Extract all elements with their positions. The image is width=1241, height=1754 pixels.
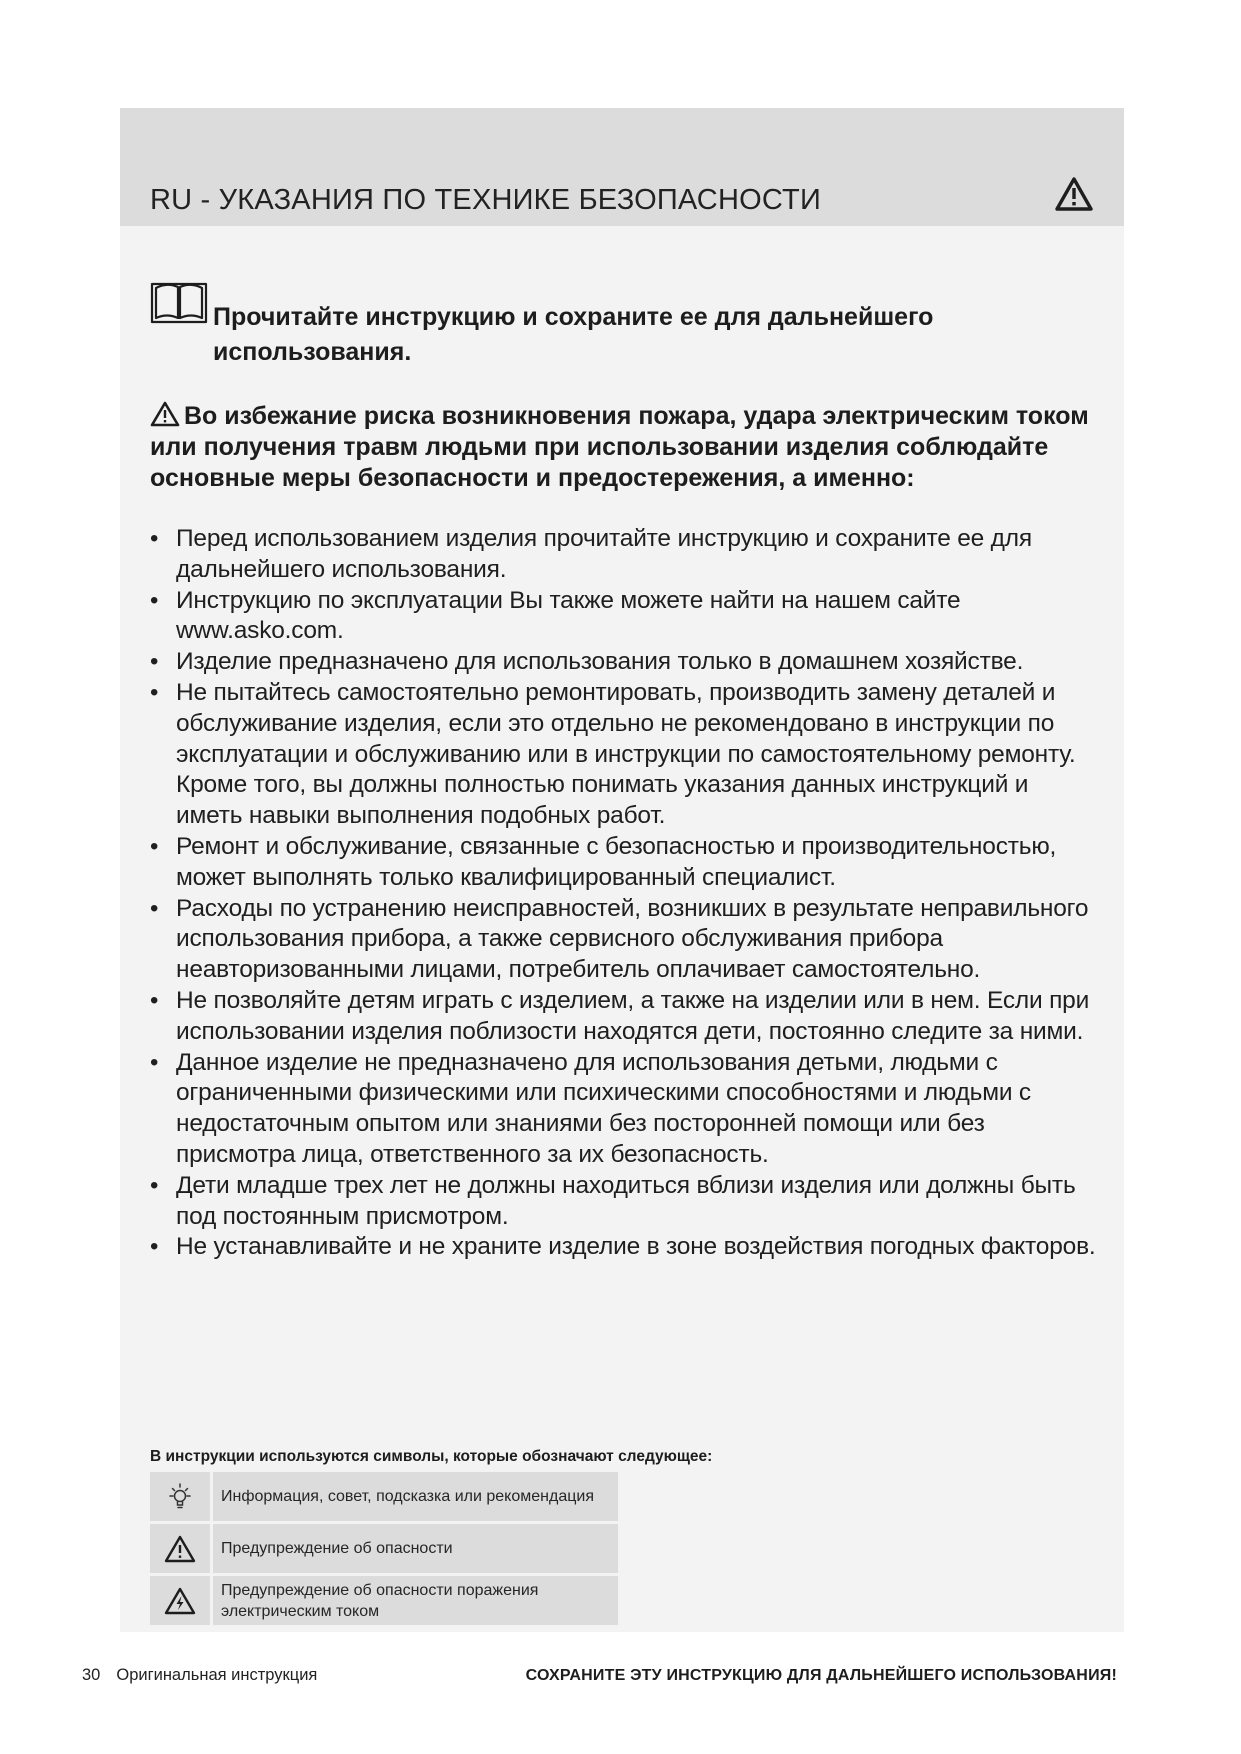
list-item: • Перед использованием изделия прочитайте инструкцию и сохраните ее для дальнейшего использования. <box>150 524 1100 586</box>
list-item: • Расходы по устранению неисправностей, возникших в результате неправильного использования прибора, а также сервисного обслуживания прибора неавторизованными лицами, потребитель оплачивает самостоятельно. <box>150 894 1100 986</box>
list-item: • Изделие предназначено для использования только в домашнем хозяйстве. <box>150 647 1100 678</box>
symbol-description: Предупреждение об опасности <box>213 1524 618 1573</box>
list-item: • Ремонт и обслуживание, связанные с безопасностью и производительностью, может выполнять только квалифицированный специалист. <box>150 832 1100 894</box>
page-number: 30 <box>82 1666 101 1684</box>
list-item: • Не пытайтесь самостоятельно ремонтировать, производить замену деталей и обслуживание изделия, если это отдельно не рекомендовано в инструкции по эксплуатации и обслуживанию или в инструкции по самостоятельному ремонту. Кроме того, вы должны полностью понимать указания данных инструкций и иметь навыки выполнения подобных работ. <box>150 678 1100 832</box>
page-title: RU - УКАЗАНИЯ ПО ТЕХНИКЕ БЕЗОПАСНОСТИ <box>150 184 821 216</box>
warning-triangle-icon <box>150 401 180 427</box>
list-item: • Инструкцию по эксплуатации Вы также можете найти на нашем сайте www.asko.com. <box>150 586 1100 648</box>
table-row <box>150 1472 618 1521</box>
footer-left-text: Оригинальная инструкция <box>116 1666 318 1684</box>
table-row <box>150 1576 618 1625</box>
list-item: • Не устанавливайте и не храните изделие в зоне воздействия погодных факторов. <box>150 1232 1100 1263</box>
intro-text: Прочитайте инструкцию и сохраните ее для дальнейшего использования. <box>213 303 934 366</box>
list-item: • Данное изделие не предназначено для использования детьми, людьми с ограниченными физическими или психическими способностями и людьми с недостаточным опытом или знаниями без посторонней помощи или без присмотра лица, ответственного за их безопасность. <box>150 1048 1100 1171</box>
warning-triangle-icon <box>164 1535 196 1563</box>
symbols-table <box>150 1472 618 1628</box>
book-icon <box>150 278 208 326</box>
warning-paragraph <box>150 401 1100 494</box>
lightbulb-icon <box>164 1481 196 1513</box>
warning-triangle-icon <box>1054 176 1094 212</box>
list-item: • Дети младше трех лет не должны находиться вблизи изделия или должны быть под постоянным присмотром. <box>150 1171 1100 1233</box>
symbol-description: Предупреждение об опасности поражения электрическим током <box>213 1576 618 1625</box>
electric-warning-icon <box>164 1587 196 1615</box>
footer-left <box>82 1666 317 1685</box>
table-row <box>150 1524 618 1573</box>
symbol-description: Информация, совет, подсказка или рекомендация <box>213 1472 618 1521</box>
warning-text: Во избежание риска возникновения пожара, удара электрическим током или получения травм людьми при использовании изделия соблюдайте основные меры безопасности и предостережения, а именно: <box>150 402 1089 492</box>
footer-right-text: СОХРАНИТЕ ЭТУ ИНСТРУКЦИЮ ДЛЯ ДАЛЬНЕЙШЕГО ИСПОЛЬЗОВАНИЯ! <box>525 1667 1117 1684</box>
safety-list <box>150 524 1100 1263</box>
list-item: • Не позволяйте детям играть с изделием, а также на изделии или в нем. Если при использовании изделия поблизости находятся дети, постоянно следите за ними. <box>150 986 1100 1048</box>
symbols-caption: В инструкции используются символы, которые обозначают следующее: <box>150 1448 713 1465</box>
